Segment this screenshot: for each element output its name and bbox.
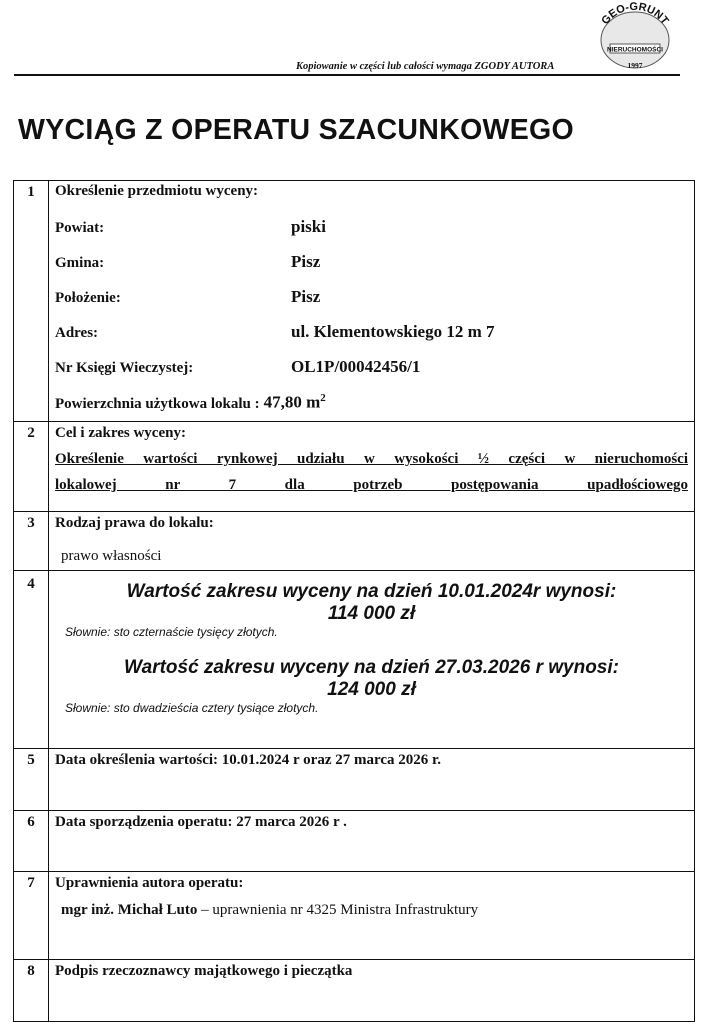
- valuation-summary-table: [13, 180, 695, 1022]
- section-number: 3: [14, 512, 49, 571]
- section-6-row: [14, 811, 695, 872]
- section-number: 5: [14, 749, 49, 811]
- valuation-date-text: Data określenia wartości: 10.01.2024 r oraz 27 marca 2026 r.: [55, 752, 442, 768]
- area-unit-exponent: 2: [320, 392, 326, 404]
- section-7-row: [14, 872, 695, 960]
- field-label: Powiat:: [55, 220, 105, 236]
- section-7-content: [49, 872, 695, 960]
- section-6-content: [49, 811, 695, 872]
- report-date-text: Data sporządzenia operatu: 27 marca 2026 r .: [55, 814, 347, 830]
- copyright-note: Kopiowanie w części lub całości wymaga ZGODY AUTORA: [296, 61, 555, 72]
- company-logo: [593, 2, 677, 72]
- section-2-title: Cel i zakres wyceny:: [55, 425, 186, 441]
- section-1-title: Określenie przedmiotu wyceny:: [55, 183, 259, 199]
- section-8-row: [14, 960, 695, 1022]
- author-name: mgr inż. Michał Luto: [61, 902, 198, 918]
- signature-label: Podpis rzeczoznawcy majątkowego i pieczątka: [55, 963, 353, 979]
- field-land-register: [55, 357, 688, 392]
- valuation-amount-2026: 124 000 zł: [327, 679, 416, 700]
- section-1-row: [14, 181, 695, 422]
- field-value: piski: [291, 217, 326, 236]
- section-3-row: [14, 512, 695, 571]
- section-number: 1: [14, 181, 49, 422]
- section-2-row: [14, 422, 695, 512]
- author-license: – uprawnienia nr 4325 Ministra Infrastruktury: [197, 902, 479, 918]
- valuation-heading-2026: Wartość zakresu wyceny na dzień 27.03.2026 r wynosi:: [124, 657, 619, 678]
- field-county: [55, 217, 688, 252]
- field-usable-area: [55, 392, 688, 413]
- logo-name: GEO-GRUNT: [599, 2, 671, 27]
- logo-year: 1997: [627, 61, 643, 70]
- amount-in-words-2026: Słownie: sto dwadzieścia cztery tysiące złotych.: [65, 701, 319, 715]
- field-value: Pisz: [291, 287, 321, 306]
- field-label: Nr Księgi Wieczystej:: [55, 360, 194, 376]
- header-divider: [14, 74, 680, 76]
- area-number: 47,80 m: [263, 392, 321, 412]
- field-location: [55, 287, 688, 322]
- section-4-content: [49, 571, 695, 749]
- field-commune: [55, 252, 688, 287]
- section-number: 7: [14, 872, 49, 960]
- section-number: 6: [14, 811, 49, 872]
- field-label: Powierzchnia użytkowa lokalu :: [55, 395, 260, 412]
- section-3-content: [49, 512, 695, 571]
- section-5-content: [49, 749, 695, 811]
- section-3-title: Rodzaj prawa do lokalu:: [55, 515, 214, 531]
- section-4-row: [14, 571, 695, 749]
- field-value: Pisz: [291, 252, 321, 271]
- amount-in-words-2024: Słownie: sto czternaście tysięcy złotych.: [65, 625, 278, 639]
- section-number: 2: [14, 422, 49, 512]
- field-value: OL1P/00042456/1: [291, 357, 421, 376]
- section-1-content: [49, 181, 695, 422]
- valuation-purpose-line-1: Określenie wartości rynkowej udziału w wysokości ½ części w nieruchomości: [55, 451, 688, 467]
- section-number: 4: [14, 571, 49, 749]
- logo-subtitle: NIERUCHOMOŚCI: [607, 46, 663, 54]
- section-2-content: [49, 422, 695, 512]
- section-7-title: Uprawnienia autora operatu:: [55, 875, 244, 891]
- section-5-row: [14, 749, 695, 811]
- field-address: [55, 322, 688, 357]
- field-label: Adres:: [55, 325, 99, 341]
- logo-graphic: [593, 2, 677, 72]
- author-credentials: [61, 902, 688, 919]
- valuation-heading-2024: Wartość zakresu wyceny na dzień 10.01.2024r wynosi:: [126, 581, 617, 602]
- valuation-amount-2024: 114 000 zł: [327, 603, 416, 624]
- field-label: Położenie:: [55, 290, 121, 306]
- field-label: Gmina:: [55, 255, 105, 271]
- section-8-content: [49, 960, 695, 1022]
- document-title: WYCIĄG Z OPERATU SZACUNKOWEGO: [18, 114, 574, 146]
- section-number: 8: [14, 960, 49, 1022]
- valuation-purpose-line-2: lokalowej nr 7 dla potrzeb postępowania upadłościowego: [55, 477, 688, 493]
- field-value: [264, 392, 326, 413]
- field-value: ul. Klementowskiego 12 m 7: [291, 322, 495, 341]
- right-type-value: prawo własności: [61, 548, 162, 564]
